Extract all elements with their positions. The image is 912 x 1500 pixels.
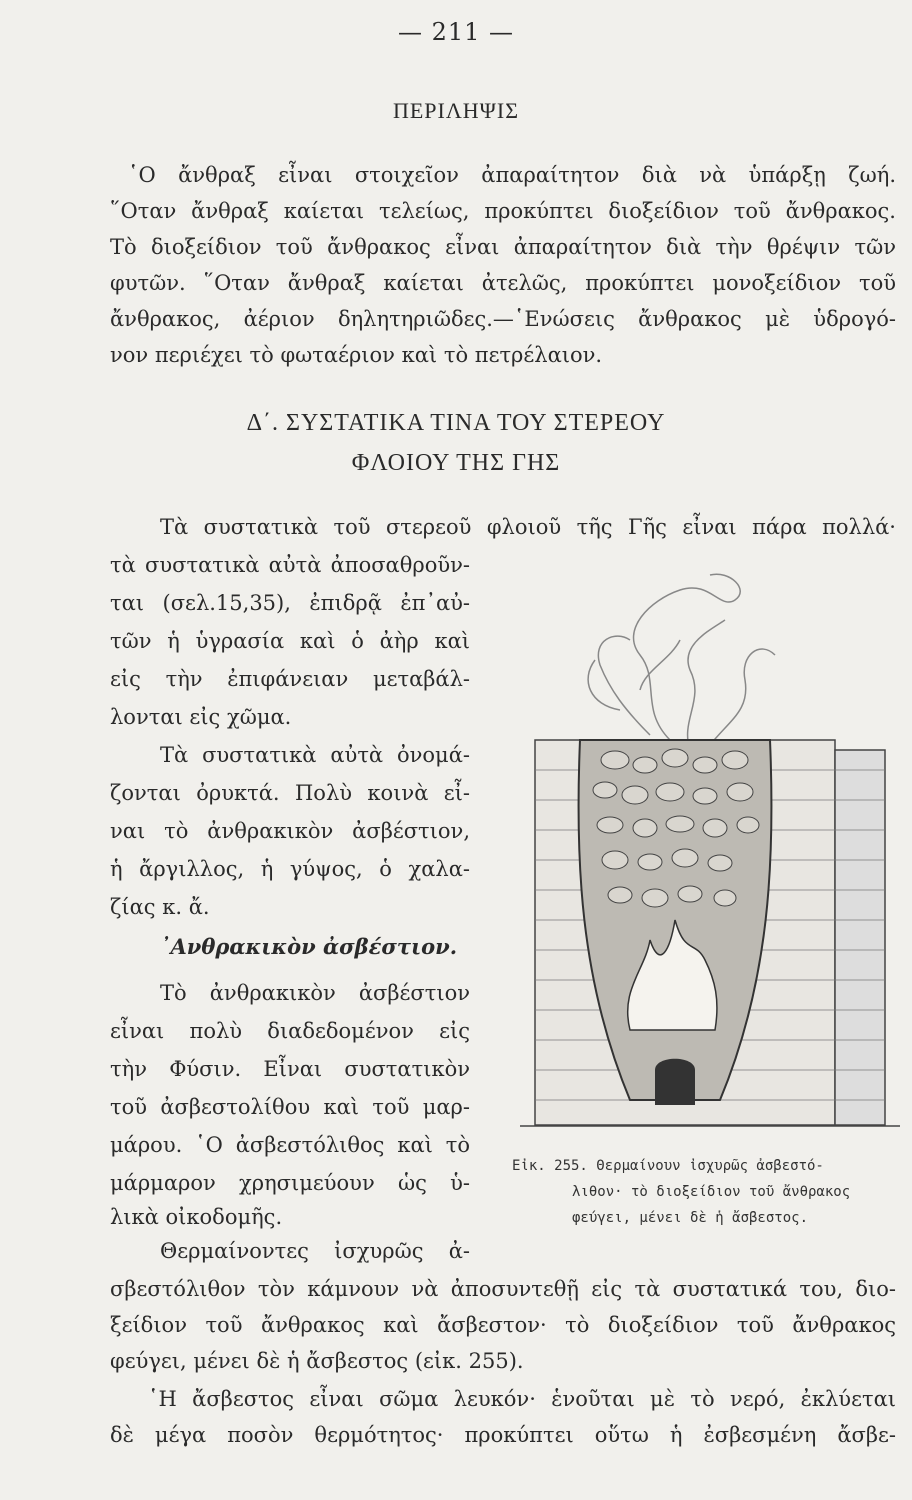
summary-line: νον περιέχει τὸ φωταέριον καὶ τὸ πετρέλαιον. (110, 343, 603, 367)
body-line: Θερμαίνοντες ἰσχυρῶς ἀ- (160, 1239, 470, 1263)
column-line: εἶναι πολὺ διαδεδομένον εἰς (110, 1019, 470, 1043)
body-line: σβεστόλιθον τὸν κάμνουν νὰ ἀποσυντεθῇ εἰς τὰ συστατικά του, διο- (110, 1277, 896, 1301)
intro-line: Τὰ συστατικὰ τοῦ στερεοῦ φλοιοῦ τῆς Γῆς εἶναι πάρα πολλά· (160, 515, 896, 539)
body-line: ῾Η ἄσβεστος εἶναι σῶμα λευκόν· ἑνοῦται μὲ τὸ νερό, ἐκλύεται (148, 1387, 896, 1411)
column-line: εἰς τὴν ἐπιφάνειαν μεταβάλ- (110, 667, 470, 691)
summary-line: ῾Ο ἄνθραξ εἶναι στοιχεῖον ἀπαραίτητον διὰ νὰ ὑπάρξῃ ζωή. (128, 163, 896, 187)
figure-caption-line: φεύγει, μένει δὲ ἡ ἄσβεστος. (572, 1210, 809, 1226)
summary-line: ἄνθρακος, ἀέριον δηλητηριῶδες.—῾Ενώσεις ἄνθρακος μὲ ὑδρογό- (110, 307, 896, 331)
summary-heading: ΠΕΡΙΛΗΨΙΣ (392, 98, 520, 123)
column-line: ζονται ὀρυκτά. Πολὺ κοινὰ εἶ- (110, 781, 470, 805)
summary-line: ῞Οταν ἄνθραξ καίεται τελείως, προκύπτει διοξείδιον τοῦ ἄνθρακος. (110, 199, 896, 223)
column-line: μάρμαρον χρησιμεύουν ὡς ὑ- (110, 1171, 470, 1195)
column-line: τὴν Φύσιν. Εἶναι συστατικὸν (110, 1057, 470, 1081)
smoke (588, 574, 775, 750)
lime-kiln-illustration (520, 560, 900, 1150)
kiln-drawing (520, 560, 900, 1150)
column-line: τοῦ ἀσβεστολίθου καὶ τοῦ μαρ- (110, 1095, 470, 1119)
column-line: ται (σελ.15,35), ἐπιδρᾷ ἐπ᾽αὐ- (110, 591, 470, 615)
column-line: λονται εἰς χῶμα. (110, 705, 292, 729)
page-number: — 211 — (397, 18, 515, 46)
column-line: ζίας κ. ἄ. (110, 895, 210, 919)
section-heading: Δ΄. ΣΥΣΤΑΤΙΚΑ ΤΙΝΑ ΤΟΥ ΣΤΕΡΕΟΥ (246, 410, 666, 436)
column-line: τὰ συστατικὰ αὐτὰ ἀποσαθροῦν- (110, 553, 470, 577)
column-line: ναι τὸ ἀνθρακικὸν ἀσβέστιον, (110, 819, 470, 843)
section-heading: ΦΛΟΙΟΥ ΤΗΣ ΓΗΣ (351, 450, 561, 476)
summary-line: φυτῶν. ῞Οταν ἄνθραξ καίεται ἀτελῶς, προκύπτει μονοξείδιον τοῦ (110, 271, 896, 295)
column-line: λικὰ οἰκοδομῆς. (110, 1205, 283, 1229)
column-line: Τὰ συστατικὰ αὐτὰ ὀνομά- (160, 743, 470, 767)
body-line: ξείδιον τοῦ ἄνθρακος καὶ ἄσβεστον· τὸ διοξείδιον τοῦ ἄνθρακος (110, 1313, 896, 1337)
column-line: μάρου. ῾Ο ἀσβεστόλιθος καὶ τὸ (110, 1133, 470, 1157)
column-line: τῶν ἡ ὑγρασία καὶ ὁ ἀὴρ καὶ (110, 629, 470, 653)
figure-caption-line: λιθον· τὸ διοξείδιον τοῦ ἄνθρακος (572, 1184, 851, 1200)
column-line: Τὸ ἀνθρακικὸν ἀσβέστιον (160, 981, 470, 1005)
summary-line: Τὸ διοξείδιον τοῦ ἄνθρακος εἶναι ἀπαραίτητον διὰ τὴν θρέψιν τῶν (110, 235, 896, 259)
subheading: ᾽Ανθρακικὸν ἀσβέστιον. (160, 934, 458, 959)
column-line: ἡ ἄργιλλος, ἡ γύψος, ὁ χαλα- (110, 857, 470, 881)
body-line: δὲ μέγα ποσὸν θερμότητος· προκύπτει οὕτω ἡ ἐσβεσμένη ἄσβε- (110, 1423, 896, 1447)
figure-caption-line: Εἰκ. 255. Θερμαίνουν ἰσχυρῶς ἀσβεστό- (512, 1158, 824, 1174)
body-line: φεύγει, μένει δὲ ἡ ἄσβεστος (εἰκ. 255). (110, 1349, 524, 1373)
